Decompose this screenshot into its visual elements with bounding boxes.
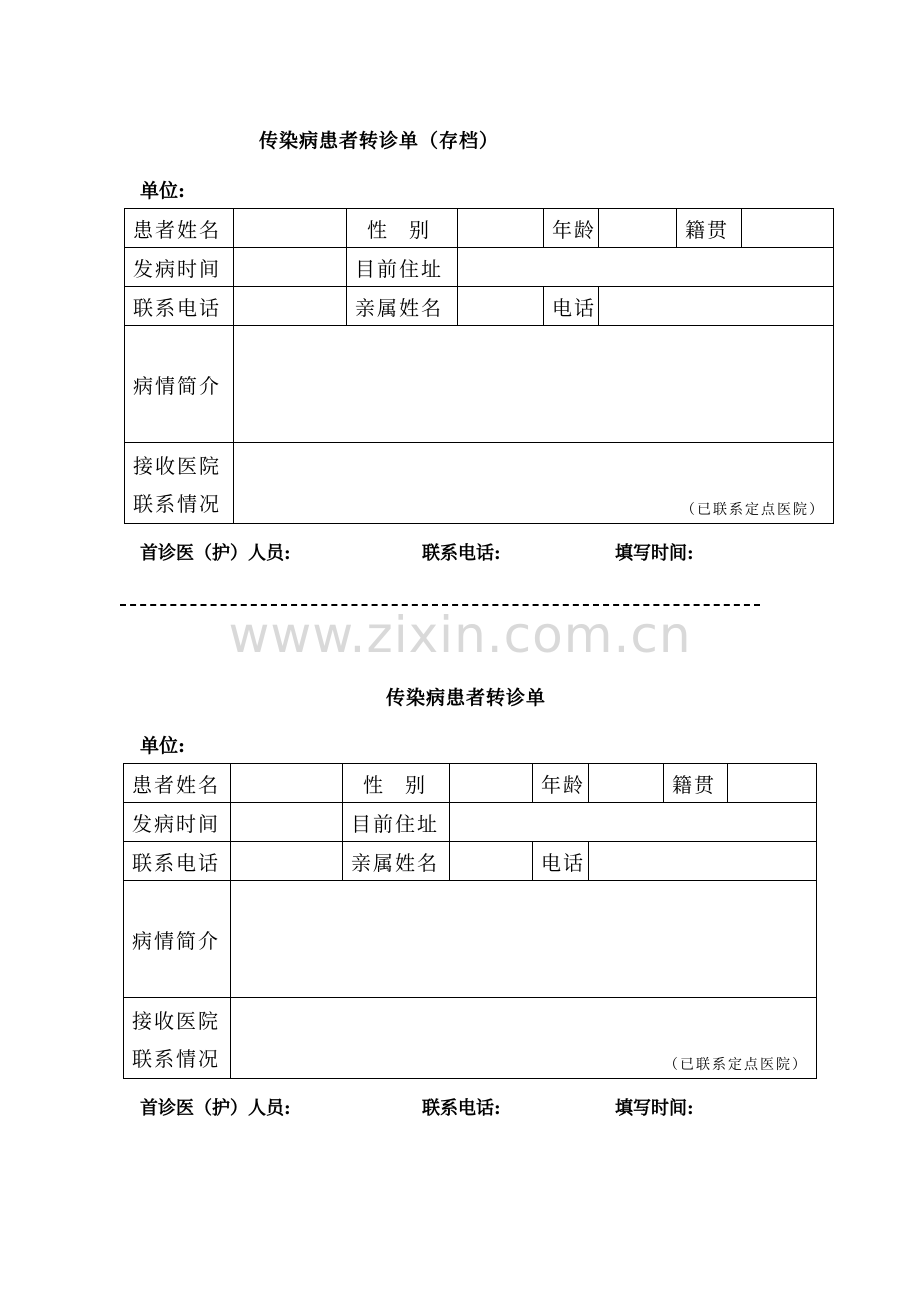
form1-field-relative-name[interactable]	[458, 287, 544, 326]
watermark: www.zixin.com.cn	[228, 606, 692, 664]
form1-footer-phone: 联系电话:	[422, 543, 501, 564]
form2-label-phone: 电话	[533, 842, 589, 881]
form2-contacted-note: （已联系定点医院）	[664, 1057, 808, 1073]
form2-label-receiving-hospital-line2: 联系情况	[132, 1047, 220, 1071]
form2-label-gender: 性别	[343, 764, 450, 803]
form1-footer-doctor: 首诊医（护）人员:	[140, 543, 291, 564]
form1-label-contact-phone: 联系电话	[125, 287, 234, 326]
form2-unit-label: 单位:	[140, 735, 186, 757]
form2-footer-phone: 联系电话:	[422, 1098, 501, 1119]
form2-label-onset-time: 发病时间	[124, 803, 231, 842]
form2-table	[123, 763, 817, 1079]
form1-label-onset-time: 发病时间	[125, 248, 234, 287]
form1-label-patient-name: 患者姓名	[125, 209, 234, 248]
form2-footer-doctor: 首诊医（护）人员:	[140, 1098, 291, 1119]
form1-contacted-note: （已联系定点医院）	[681, 502, 825, 518]
form1-unit-label: 单位:	[140, 180, 186, 202]
form1-field-current-address[interactable]	[458, 248, 834, 287]
form2-field-gender[interactable]	[450, 764, 533, 803]
form1-field-age[interactable]	[599, 209, 677, 248]
form2-field-contact-phone[interactable]	[231, 842, 343, 881]
form1-label-condition-summary: 病情简介	[125, 326, 234, 443]
form1-label-current-address: 目前住址	[347, 248, 458, 287]
form2-field-condition-summary[interactable]	[231, 881, 817, 998]
form2-field-receiving-hospital[interactable]	[231, 998, 817, 1079]
form2-label-relative-name: 亲属姓名	[343, 842, 450, 881]
form1-label-receiving-hospital	[125, 443, 234, 524]
form2-field-patient-name[interactable]	[231, 764, 343, 803]
form1-title: 传染病患者转诊单（存档）	[259, 130, 500, 152]
form1-field-gender[interactable]	[458, 209, 544, 248]
form1-table	[124, 208, 834, 524]
form2-field-age[interactable]	[589, 764, 664, 803]
form2-label-condition-summary: 病情简介	[124, 881, 231, 998]
form1-field-condition-summary[interactable]	[234, 326, 834, 443]
form1-field-contact-phone[interactable]	[234, 287, 347, 326]
form1-field-receiving-hospital[interactable]	[234, 443, 834, 524]
form1-field-native-place[interactable]	[742, 209, 834, 248]
form2-label-contact-phone: 联系电话	[124, 842, 231, 881]
form2-field-relative-name[interactable]	[450, 842, 533, 881]
form1-field-phone[interactable]	[599, 287, 834, 326]
form2-label-age: 年龄	[533, 764, 589, 803]
form2-field-phone[interactable]	[589, 842, 817, 881]
form1-label-age: 年龄	[544, 209, 599, 248]
form1-field-patient-name[interactable]	[234, 209, 347, 248]
form1-label-relative-name: 亲属姓名	[347, 287, 458, 326]
form2-field-current-address[interactable]	[450, 803, 817, 842]
form1-label-phone: 电话	[544, 287, 599, 326]
form1-label-gender: 性别	[347, 209, 458, 248]
form1-footer-time: 填写时间:	[615, 543, 694, 564]
form2-label-receiving-hospital	[124, 998, 231, 1079]
form2-field-native-place[interactable]	[728, 764, 817, 803]
form2-label-native-place: 籍贯	[664, 764, 728, 803]
form2-label-receiving-hospital-line1: 接收医院	[132, 1009, 220, 1033]
form2-label-current-address: 目前住址	[343, 803, 450, 842]
form1-field-onset-time[interactable]	[234, 248, 347, 287]
form2-title: 传染病患者转诊单	[386, 687, 547, 709]
form2-footer-time: 填写时间:	[615, 1098, 694, 1119]
form2-label-patient-name: 患者姓名	[124, 764, 231, 803]
form1-label-receiving-hospital-line1: 接收医院	[133, 454, 221, 478]
form1-label-native-place: 籍贯	[677, 209, 742, 248]
form1-label-receiving-hospital-line2: 联系情况	[133, 492, 221, 516]
form2-field-onset-time[interactable]	[231, 803, 343, 842]
